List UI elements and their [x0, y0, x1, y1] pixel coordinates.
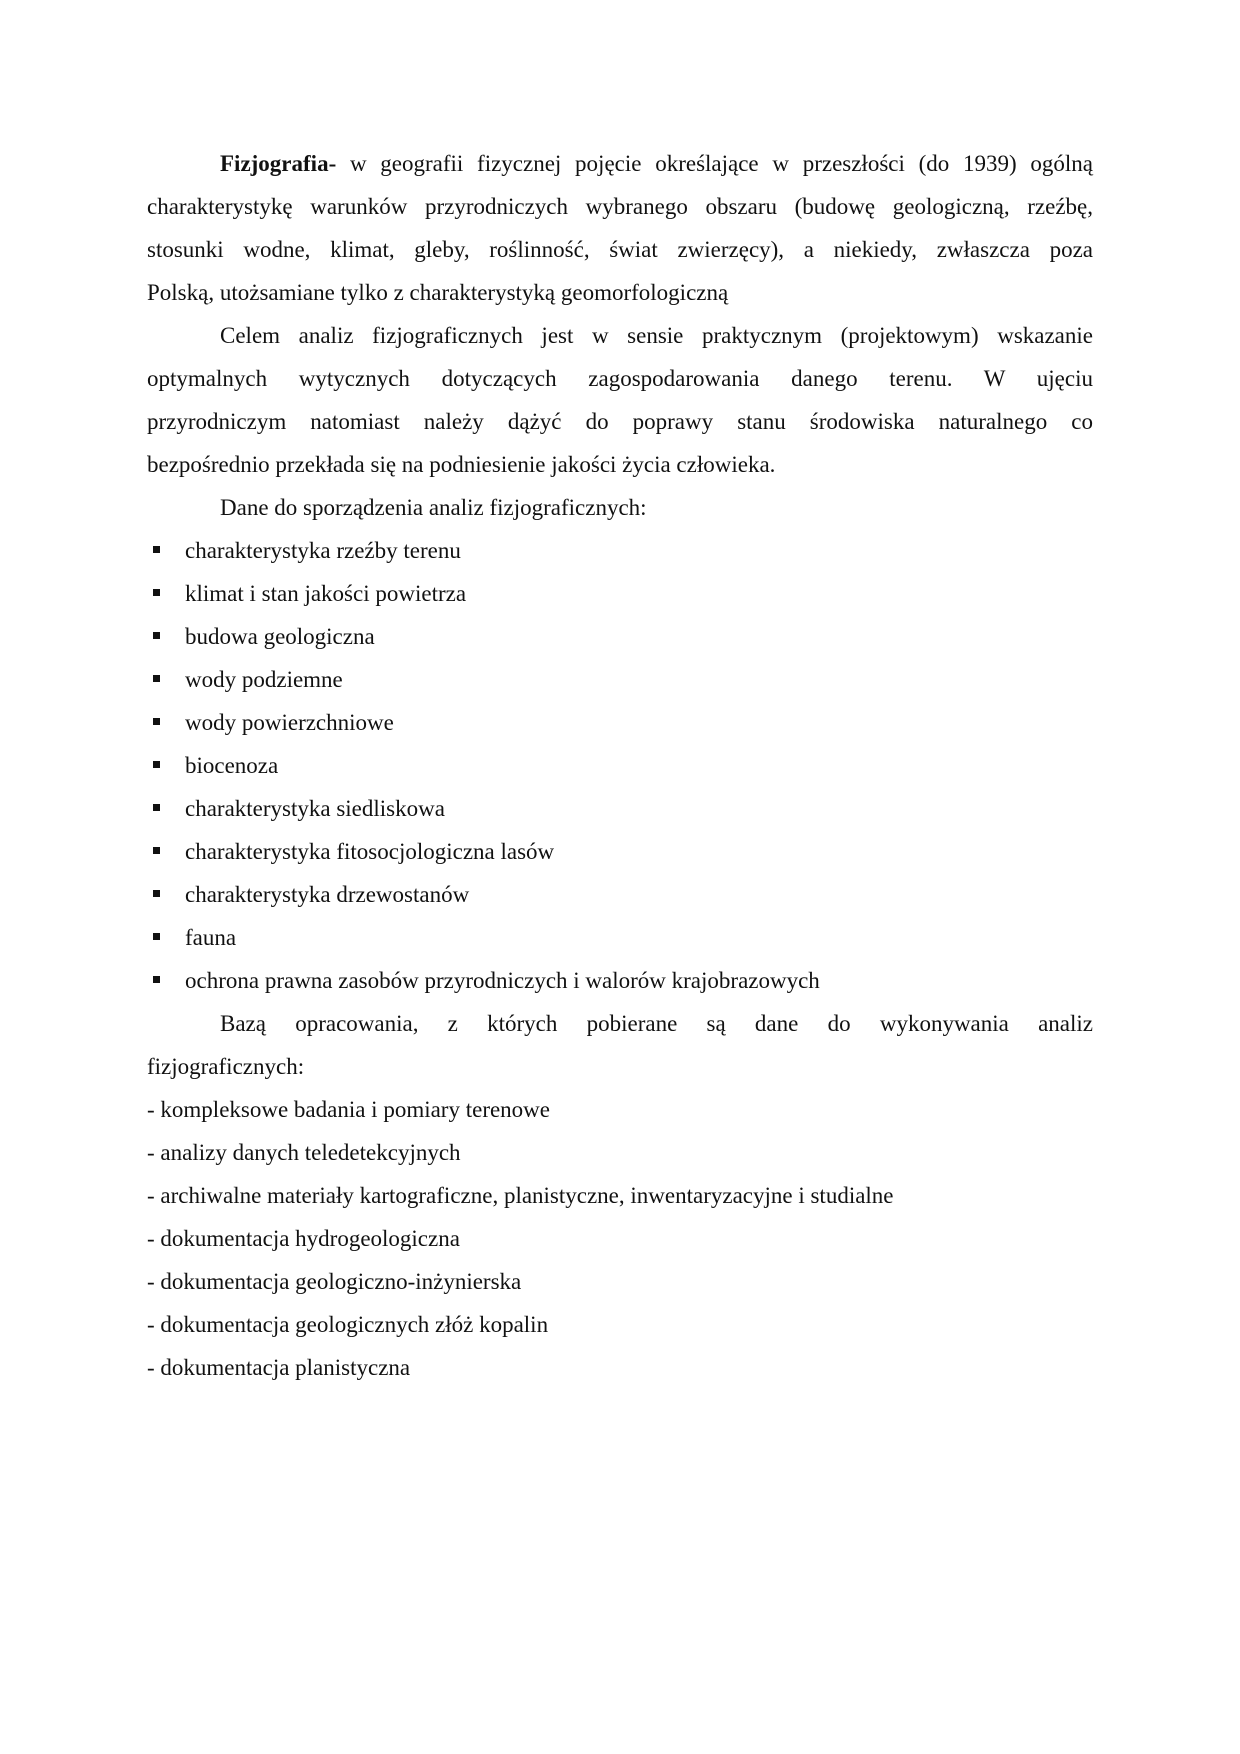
sources-list: [147, 1088, 1093, 1389]
purpose-line-2: optymalnych wytycznych dotyczących zagospodarowania danego terenu. W ujęciu: [147, 366, 1093, 391]
intro-paragraph: [147, 142, 1093, 314]
list-item: biocenoza: [147, 744, 1093, 787]
list-item: - dokumentacja hydrogeologiczna: [147, 1226, 460, 1251]
list-item: - analizy danych teledetekcyjnych: [147, 1140, 461, 1165]
list-item: wody podziemne: [147, 658, 1093, 701]
list-item: charakterystyka rzeźby terenu: [147, 529, 1093, 572]
intro-line-1: Fizjografia- w geografii fizycznej pojęcie określające w przeszłości (do 1939) ogólną: [220, 151, 1093, 176]
list-item: wody powierzchniowe: [147, 701, 1093, 744]
list-item: ochrona prawna zasobów przyrodniczych i walorów krajobrazowych: [147, 959, 1093, 1002]
square-bullet-icon: [153, 675, 160, 682]
list-item: - archiwalne materiały kartograficzne, planistyczne, inwentaryzacyjne i studialne: [147, 1183, 894, 1208]
square-bullet-icon: [153, 546, 160, 553]
list-item: charakterystyka siedliskowa: [147, 787, 1093, 830]
purpose-line-3: przyrodniczym natomiast należy dążyć do poprawy stanu środowiska naturalnego co: [147, 409, 1093, 434]
square-bullet-icon: [153, 933, 160, 940]
intro-line-2: charakterystykę warunków przyrodniczych wybranego obszaru (budowę geologiczną, rzeźbę,: [147, 194, 1093, 219]
sources-heading-line-2: fizjograficznych:: [147, 1054, 305, 1079]
square-bullet-icon: [153, 890, 160, 897]
list-item: - dokumentacja planistyczna: [147, 1355, 411, 1380]
list-item: budowa geologiczna: [147, 615, 1093, 658]
sources-heading: [147, 1002, 1093, 1088]
list-item: charakterystyka fitosocjologiczna lasów: [147, 830, 1093, 873]
list-item: - dokumentacja geologicznych złóż kopalin: [147, 1312, 549, 1337]
list-item: - kompleksowe badania i pomiary terenowe: [147, 1097, 551, 1122]
square-bullet-icon: [153, 632, 160, 639]
list-item: klimat i stan jakości powietrza: [147, 572, 1093, 615]
term-fizjografia: Fizjografia-: [220, 151, 337, 176]
purpose-paragraph: [147, 314, 1093, 486]
intro-line-4: Polską, utożsamiane tylko z charakterystyką geomorfologiczną: [147, 280, 729, 305]
square-bullet-icon: [153, 976, 160, 983]
sources-heading-line-1: Bazą opracowania, z których pobierane są dane do wykonywania analiz: [220, 1011, 1093, 1036]
purpose-line-4: bezpośrednio przekłada się na podniesienie jakości życia człowieka.: [147, 452, 776, 477]
document-page: [147, 142, 1093, 1389]
data-heading: Dane do sporządzenia analiz fizjograficznych:: [220, 495, 647, 520]
square-bullet-icon: [153, 804, 160, 811]
data-list: [147, 529, 1093, 1002]
list-item: fauna: [147, 916, 1093, 959]
intro-line-3: stosunki wodne, klimat, gleby, roślinność, świat zwierzęcy), a niekiedy, zwłaszcza poza: [147, 237, 1093, 262]
list-item: - dokumentacja geologiczno-inżynierska: [147, 1269, 522, 1294]
square-bullet-icon: [153, 589, 160, 596]
list-item: charakterystyka drzewostanów: [147, 873, 1093, 916]
square-bullet-icon: [153, 761, 160, 768]
square-bullet-icon: [153, 718, 160, 725]
square-bullet-icon: [153, 847, 160, 854]
purpose-line-1: Celem analiz fizjograficznych jest w sensie praktycznym (projektowym) wskazanie: [220, 323, 1093, 348]
